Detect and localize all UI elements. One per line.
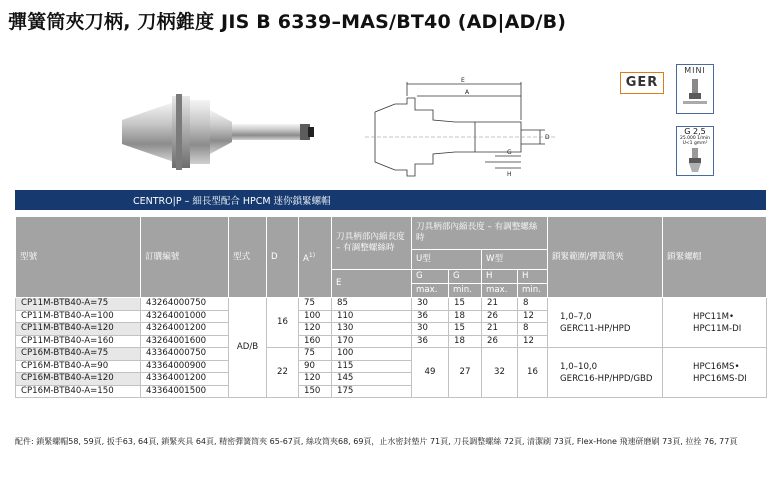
cell-g-max: 30 [412, 323, 449, 336]
clamp-range: 1,0–7,0 [560, 311, 592, 322]
header-h-min: H [518, 270, 548, 284]
cell-order-no: 43264001000 [141, 310, 229, 323]
header-d: D [267, 217, 299, 298]
drawing-label-g: G [507, 149, 512, 156]
clamp-range: 1,0–10,0 [560, 361, 598, 372]
cell-type: CP11M-BTB40-A=100 [16, 310, 141, 323]
cell-g-min: 15 [449, 323, 482, 336]
cell-nut-group2 [663, 348, 767, 398]
header-g-max-sub: max. [412, 284, 449, 298]
header-type: 型號 [16, 217, 141, 298]
cell-type: CP16M-BTB40-A=150 [16, 385, 141, 398]
header-e: E [332, 270, 412, 298]
cell-type: CP16M-BTB40-A=75 [16, 348, 141, 361]
cell-a: 75 [299, 298, 332, 311]
table-row [16, 348, 767, 361]
balance-rpm: 25.000 1/min [679, 136, 711, 141]
mini-nut-badge [676, 64, 714, 114]
tool-holder-photo [112, 86, 327, 178]
cell-g-max: 30 [412, 298, 449, 311]
header-a-footnote: 1) [308, 251, 316, 259]
cell-a: 100 [299, 310, 332, 323]
cell-a: 75 [299, 348, 332, 361]
cell-h-min: 8 [518, 298, 548, 311]
spec-table [15, 216, 767, 398]
cell-e: 170 [332, 335, 412, 348]
collet-type: GERC11-HP/HPD [560, 323, 631, 334]
cell-e: 145 [332, 373, 412, 386]
cell-order-no: 43364000900 [141, 360, 229, 373]
cell-e: 110 [332, 310, 412, 323]
drawing-label-h: H [507, 171, 512, 178]
cell-style: AD/B [229, 298, 267, 398]
cell-g-min: 15 [449, 298, 482, 311]
balance-grade-badge [676, 126, 714, 176]
cell-h-min: 12 [518, 310, 548, 323]
cell-e: 175 [332, 385, 412, 398]
nut-secondary: HPC16MS-DI [693, 373, 747, 384]
header-length-short: 刀具柄部內縮長度 – 有調整螺絲時 [412, 217, 548, 250]
cell-g-max: 36 [412, 335, 449, 348]
header-g-min: G [449, 270, 482, 284]
cell-a: 90 [299, 360, 332, 373]
cell-h-min: 12 [518, 335, 548, 348]
cell-nut-group1 [663, 298, 767, 348]
header-clamp-range: 鎖緊範圍/彈簧筒夾 [548, 217, 663, 298]
cell-e: 85 [332, 298, 412, 311]
header-h-max: H [482, 270, 518, 284]
cell-order-no: 43364001500 [141, 385, 229, 398]
header-length-long: 刀具柄部內縮長度 – 有調整螺絲時 [332, 217, 412, 270]
cell-g-max-group2: 49 [412, 348, 449, 398]
cell-order-no: 43264001600 [141, 335, 229, 348]
cell-h-min-group2: 16 [518, 348, 548, 398]
cell-h-max: 21 [482, 298, 518, 311]
header-g-max: G [412, 270, 449, 284]
page-title: 彈簧筒夾刀柄, 刀柄錐度 JIS B 6339–MAS/BT40 (AD|AD/B) [8, 11, 567, 33]
header-style: 型式 [229, 217, 267, 298]
header-order-no: 訂購編號 [141, 217, 229, 298]
cell-order-no: 43264001200 [141, 323, 229, 336]
cell-e: 115 [332, 360, 412, 373]
mini-label: MINI [684, 66, 706, 75]
cell-type: CP16M-BTB40-A=120 [16, 373, 141, 386]
header-g-min-sub: min. [449, 284, 482, 298]
technical-drawing [345, 72, 560, 184]
header-w-type: W型 [482, 250, 548, 270]
header-h-max-sub: max. [482, 284, 518, 298]
cell-g-min-group2: 27 [449, 348, 482, 398]
ger-badge: GER [620, 72, 664, 94]
cell-order-no: 43264000750 [141, 298, 229, 311]
cell-a: 160 [299, 335, 332, 348]
nut-primary: HPC16MS• [693, 361, 740, 372]
table-row [16, 298, 767, 311]
cell-e: 130 [332, 323, 412, 336]
cell-type: CP11M-BTB40-A=120 [16, 323, 141, 336]
cell-h-min: 8 [518, 323, 548, 336]
cell-h-max-group2: 32 [482, 348, 518, 398]
cell-g-min: 18 [449, 335, 482, 348]
drawing-label-e: E [461, 77, 465, 84]
cell-g-min: 18 [449, 310, 482, 323]
cell-e: 100 [332, 348, 412, 361]
cell-h-max: 26 [482, 310, 518, 323]
cell-h-max: 21 [482, 323, 518, 336]
cell-order-no: 43364001200 [141, 373, 229, 386]
cell-g-max: 36 [412, 310, 449, 323]
section-title: CENTRO|P – 細長型配合 HPCM 迷你鎖緊螺帽 [133, 196, 331, 207]
header-nut: 鎖緊螺帽 [663, 217, 767, 298]
accessories-footnote: 配件: 鎖緊螺帽58, 59頁, 扳手63, 64頁, 鎖緊夾具 64頁, 精密彈簧筒夾 65-67頁, 絲攻筒夾68, 69頁，止水密封墊片 71頁, 刀長調整螺絲 72頁, 清潔刷 73頁, Flex-Hone 飛速研磨刷 73頁, 拉拴 76, 77頁 [15, 437, 738, 446]
nut-primary: HPC11M• [693, 311, 735, 322]
cell-a: 120 [299, 373, 332, 386]
cell-d-group1: 16 [267, 298, 299, 348]
balance-residual: U<1 gmm² [682, 141, 708, 146]
cell-clamp-group1 [548, 298, 663, 348]
cell-d-group2: 22 [267, 348, 299, 398]
header-u-type: U型 [412, 250, 482, 270]
cell-a: 120 [299, 323, 332, 336]
header-a [299, 217, 332, 298]
section-header-bar [15, 190, 766, 210]
cell-h-max: 26 [482, 335, 518, 348]
drawing-label-d: D [545, 134, 550, 141]
drawing-label-a: A [465, 89, 470, 96]
cell-a: 150 [299, 385, 332, 398]
mini-nut-icon [677, 75, 713, 111]
cell-type: CP16M-BTB40-A=90 [16, 360, 141, 373]
header-a-label: A [303, 253, 309, 264]
cell-order-no: 43364000750 [141, 348, 229, 361]
nut-secondary: HPC11M-DI [693, 323, 742, 334]
cell-type: CP11M-BTB40-A=160 [16, 335, 141, 348]
header-h-min-sub: min. [518, 284, 548, 298]
cell-clamp-group2 [548, 348, 663, 398]
cell-type: CP11M-BTB40-A=75 [16, 298, 141, 311]
balance-holder-icon [677, 146, 713, 174]
collet-type: GERC16-HP/HPD/GBD [560, 373, 653, 384]
balance-grade: G 2,5 [684, 127, 706, 136]
